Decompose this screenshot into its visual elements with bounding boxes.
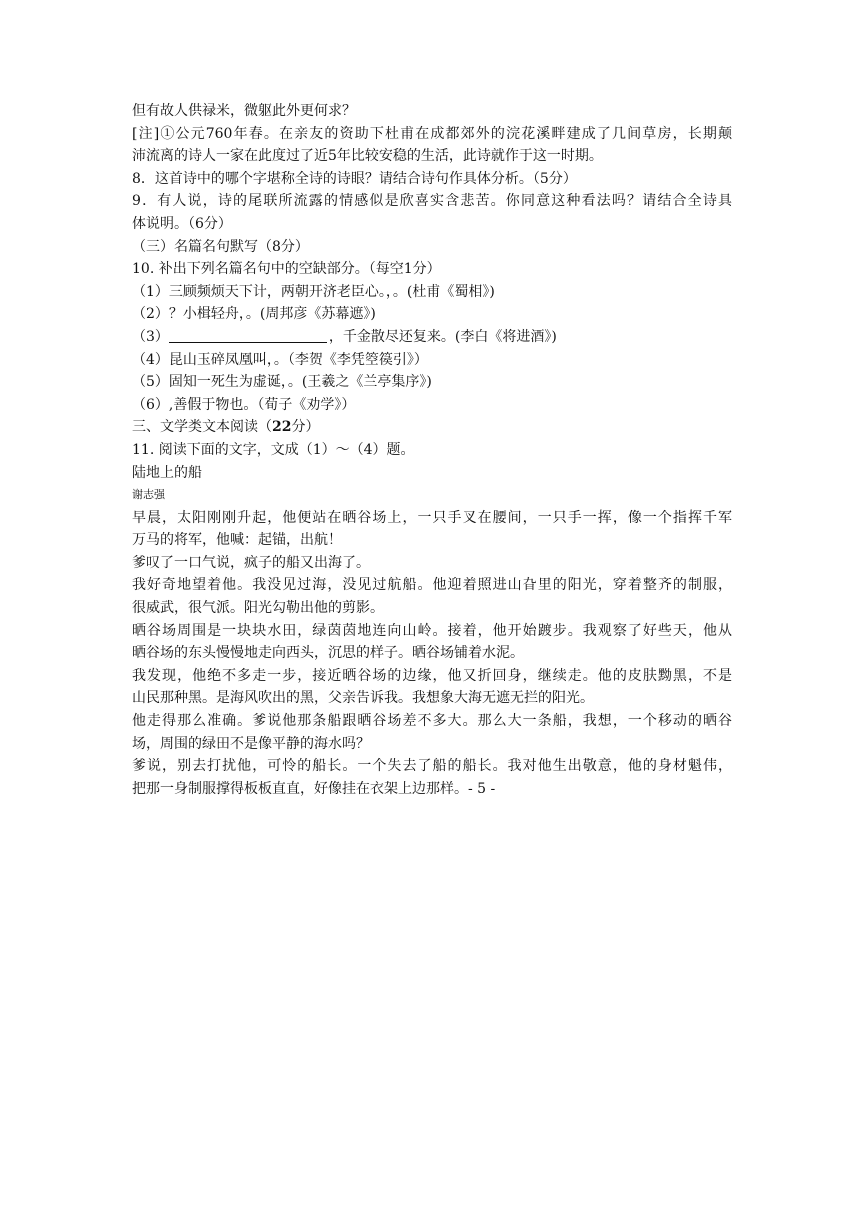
story-line-3: 爹叹了一口气说，疯子的船又出海了。 bbox=[132, 554, 370, 571]
poem-last-line: 但有故人供禄米，微躯此外更何求？ bbox=[132, 103, 356, 119]
story-line-9: 山民那种黑。是海风吹出的黑，父亲告诉我。我想象大海无遮无拦的阳光。 bbox=[132, 690, 594, 707]
story-author: 谢志强 bbox=[132, 488, 165, 502]
story-line-10: 他走得那么准确。爹说他那条船跟晒谷场差不多大。那么大一条船，我想，一个移动的晒谷 bbox=[132, 713, 732, 730]
dictation-item-6: （6）,善假于物也。（荀子《劝学》） bbox=[132, 396, 356, 413]
story-line-1: 早晨，太阳刚刚升起，他便站在晒谷场上，一只手叉在腰间，一只手一挥，像一个指挥千军 bbox=[132, 509, 732, 526]
question-9-line-1: 9．有人说，诗的尾联所流露的情感似是欣喜实含悲苦。你同意这种看法吗？请结合全诗具 bbox=[132, 193, 732, 210]
story-line-13-with-page-number: 把那一身制服撑得板板直直，好像挂在衣架上边那样。- 5 - bbox=[132, 780, 496, 797]
answer-blank bbox=[169, 328, 327, 343]
document-page bbox=[132, 100, 732, 800]
section-heading-text: 三、文学类文本阅读（ bbox=[132, 419, 272, 436]
story-title: 陆地上的船 bbox=[132, 464, 202, 481]
story-line-12: 爹说，别去打扰他，可怜的船长。一个失去了船的船长。我对他生出敬意，他的身材魁伟， bbox=[132, 758, 732, 775]
dictation-item-3 bbox=[132, 326, 732, 349]
dictation-item-3-text: ，千金散尽还复来。(李白《将进酒》) bbox=[328, 328, 557, 345]
dictation-item-4: （4）昆山玉碎凤凰叫，。（李贺《李凭箜篌引》） bbox=[132, 351, 428, 368]
dictation-item-1: （1）三顾频烦天下计，两朝开济老臣心。，。(杜甫《蜀相》) bbox=[132, 283, 495, 300]
story-line-4: 我好奇地望着他。我没见过海，没见过航船。他迎着照进山旮里的阳光，穿着整齐的制服， bbox=[132, 577, 732, 594]
dictation-item-2: （2）？小楫轻舟，。(周邦彦《苏幕遮》) bbox=[132, 306, 376, 323]
question-8: 8．这首诗中的哪个字堪称全诗的诗眼？请结合诗句作具体分析。（5分） bbox=[132, 170, 577, 187]
annotation-line-2: 沛流离的诗人一家在此度过了近5年比较安稳的生活，此诗就作于这一时期。 bbox=[132, 148, 603, 165]
question-10: 10. 补出下列名篇名句中的空缺部分。（每空1分） bbox=[132, 261, 441, 278]
question-11: 11. 阅读下面的文字，文成（1）～（4）题。 bbox=[132, 441, 415, 458]
section-heading-dictation: （三）名篇名句默写（8分） bbox=[132, 238, 309, 255]
story-line-6: 晒谷场周围是一块块水田，绿茵茵地连向山岭。接着，他开始踱步。我观察了好些天，他从 bbox=[132, 622, 732, 639]
story-line-7: 晒谷场的东头慢慢地走向西头，沉思的样子。晒谷场铺着水泥。 bbox=[132, 645, 524, 662]
story-line-11: 场，周围的绿田不是像平静的海水吗？ bbox=[132, 735, 370, 752]
question-9-line-2: 体说明。（6分） bbox=[132, 215, 232, 232]
section-heading-literature bbox=[132, 416, 732, 439]
section-score: 22 bbox=[272, 419, 292, 436]
story-line-2: 万马的将军，他喊：起锚，出航！ bbox=[132, 532, 342, 549]
story-line-5: 很威武，很气派。阳光勾勒出他的剪影。 bbox=[132, 600, 384, 617]
dictation-item-3-number: （3） bbox=[132, 328, 169, 345]
dictation-item-5: （5）固知一死生为虚诞，。(王羲之《兰亭集序》) bbox=[132, 374, 432, 391]
annotation-line-1: [注]①公元760年春。在亲友的资助下杜甫在成都郊外的浣花溪畔建成了几间草房，长期颠 bbox=[132, 125, 732, 142]
story-line-8: 我发现，他绝不多走一步，接近晒谷场的边缘，他又折回身，继续走。他的皮肤黝黑，不是 bbox=[132, 667, 732, 684]
section-score-unit: 分） bbox=[291, 419, 320, 436]
